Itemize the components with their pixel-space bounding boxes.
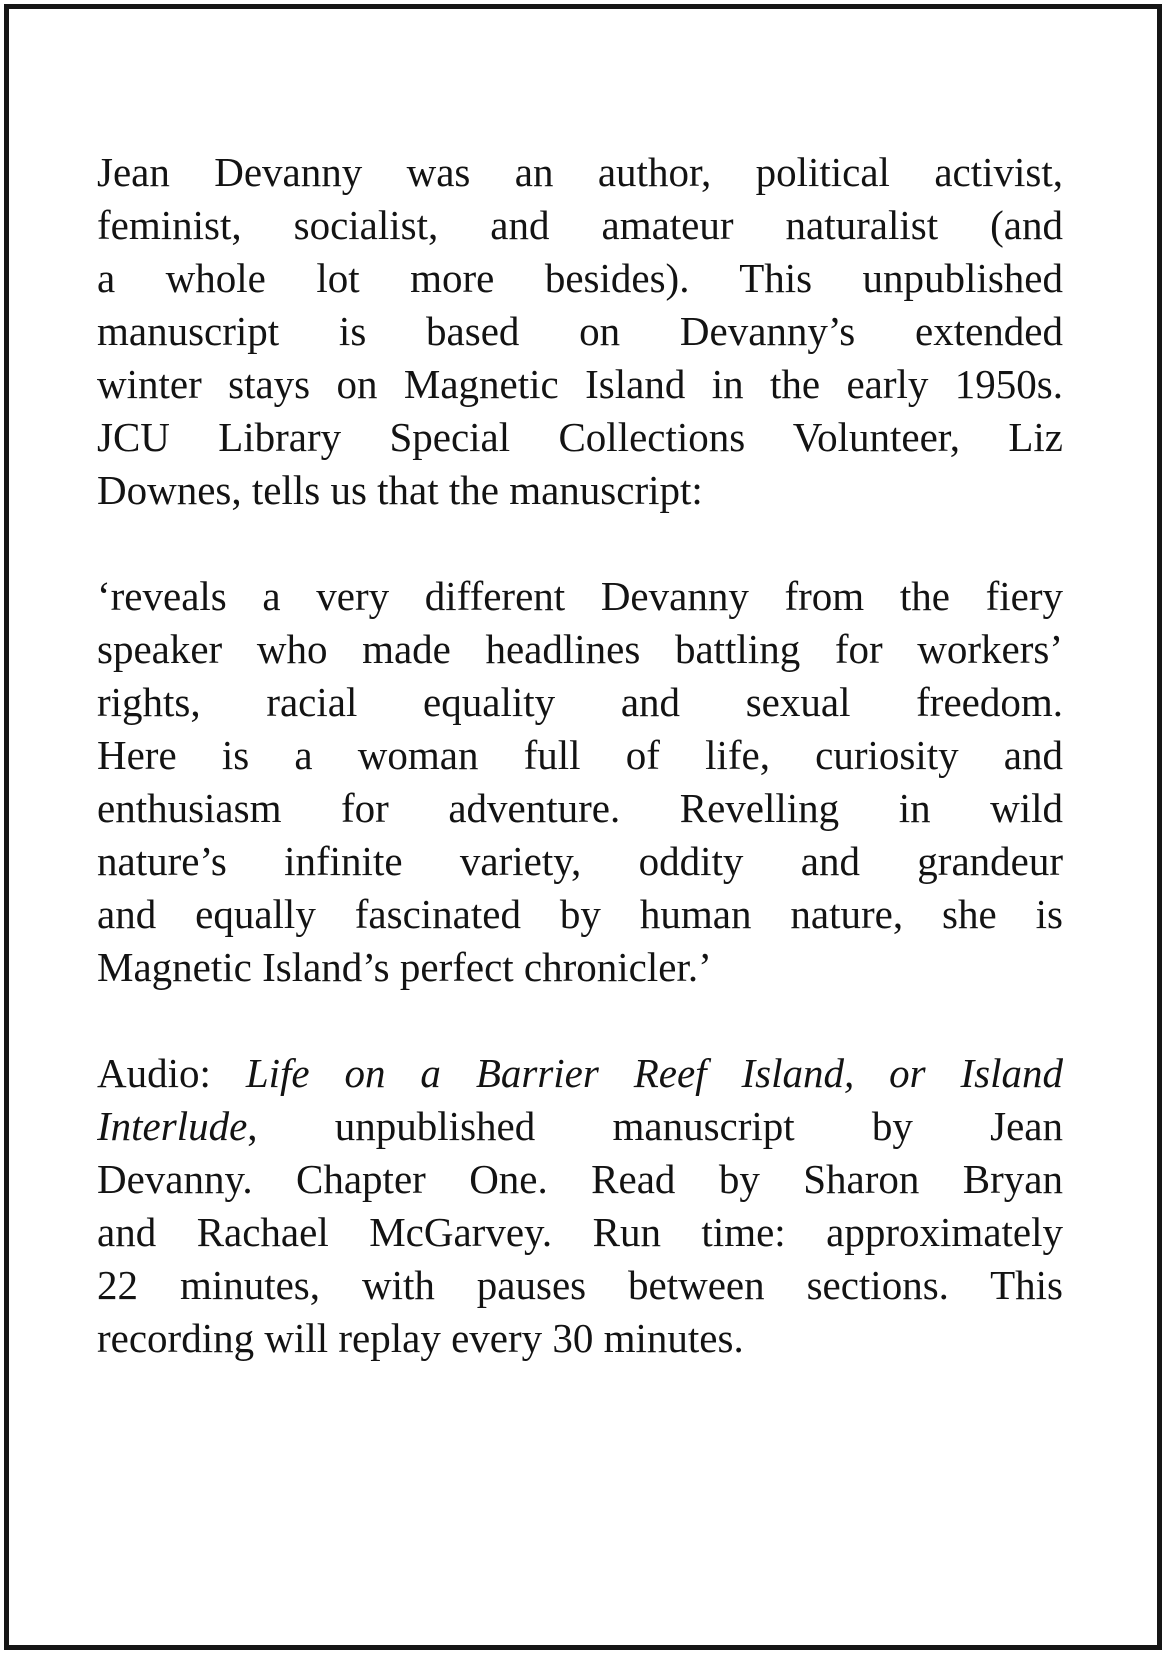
text-run: Downes, tells us that the manuscript: xyxy=(97,467,703,513)
text-line xyxy=(97,676,1063,729)
text-line xyxy=(97,199,1063,252)
text-line xyxy=(97,1259,1063,1312)
book-title-italic: Interlude xyxy=(97,1103,248,1149)
text-run: , unpublished manuscript by Jean xyxy=(247,1103,1063,1149)
text-run: and Rachael McGarvey. Run time: approximately xyxy=(97,1209,1063,1255)
text-run: rights, racial equality and sexual freedom. xyxy=(97,679,1063,725)
text-line xyxy=(97,1206,1063,1259)
text-run: and equally fascinated by human nature, she is xyxy=(97,891,1063,937)
text-line xyxy=(97,411,1063,464)
text-run: 22 minutes, with pauses between sections. This xyxy=(97,1262,1063,1308)
text-run: Magnetic Island’s perfect chronicler.’ xyxy=(97,944,712,990)
text-line xyxy=(97,835,1063,888)
text-line xyxy=(97,1312,1063,1365)
text-line xyxy=(97,1153,1063,1206)
text-run: JCU Library Special Collections Volunteer, Liz xyxy=(97,414,1063,460)
text-line xyxy=(97,623,1063,676)
text-run: manuscript is based on Devanny’s extended xyxy=(97,308,1063,354)
text-run: Here is a woman full of life, curiosity and xyxy=(97,732,1063,778)
text-line xyxy=(97,305,1063,358)
text-run: speaker who made headlines battling for workers’ xyxy=(97,626,1063,672)
text-line xyxy=(97,1100,1063,1153)
text-run: recording will replay every 30 minutes. xyxy=(97,1315,744,1361)
text-line xyxy=(97,252,1063,305)
text-line xyxy=(97,464,1063,517)
text-run: Audio: xyxy=(97,1050,246,1096)
text-run: enthusiasm for adventure. Revelling in wild xyxy=(97,785,1063,831)
text-line xyxy=(97,1047,1063,1100)
text-line xyxy=(97,358,1063,411)
text-run: ‘reveals a very different Devanny from the fiery xyxy=(97,573,1063,619)
text-run: feminist, socialist, and amateur naturalist (and xyxy=(97,202,1063,248)
text-run: nature’s infinite variety, oddity and grandeur xyxy=(97,838,1063,884)
book-title-italic: Life on a Barrier Reef Island, or Island xyxy=(245,1050,1063,1096)
paragraph-quote xyxy=(97,570,1063,994)
document-text xyxy=(97,146,1063,1365)
text-run: winter stays on Magnetic Island in the early 1950s. xyxy=(97,361,1063,407)
text-line xyxy=(97,146,1063,199)
paragraph-audio-credits xyxy=(97,1047,1063,1365)
text-line xyxy=(97,570,1063,623)
text-run: a whole lot more besides). This unpublished xyxy=(97,255,1063,301)
paragraph-intro xyxy=(97,146,1063,517)
text-line xyxy=(97,888,1063,941)
text-line xyxy=(97,941,1063,994)
text-line xyxy=(97,729,1063,782)
text-line xyxy=(97,782,1063,835)
text-run: Jean Devanny was an author, political activist, xyxy=(97,149,1063,195)
text-run: Devanny. Chapter One. Read by Sharon Bryan xyxy=(97,1156,1063,1202)
